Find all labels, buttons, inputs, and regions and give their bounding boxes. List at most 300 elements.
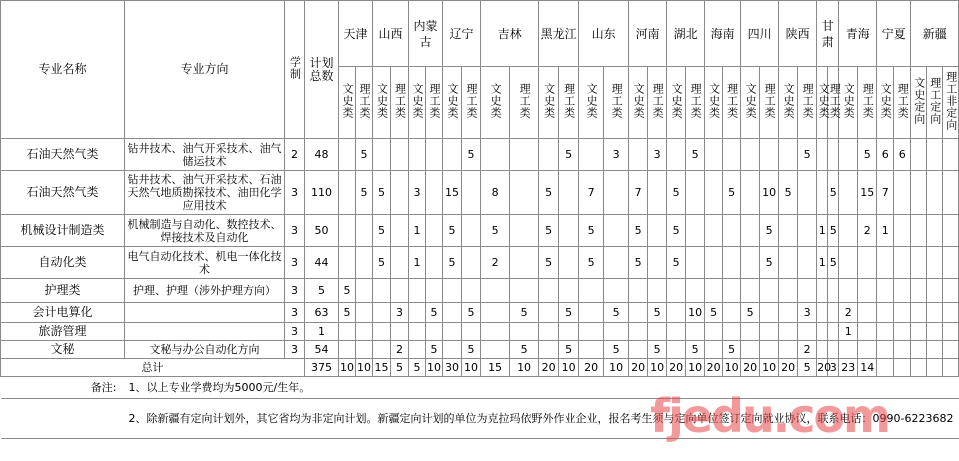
quota-cell: 5 [828,247,839,279]
quota-cell: 5 [462,303,481,323]
sub-header-text: 理工类 [896,83,910,119]
major-years: 3 [285,323,305,341]
sub-header-text: 文史类 [744,83,758,119]
province-header [339,1,373,67]
total-cell: 20 [779,359,798,377]
quota-cell: 5 [667,171,686,215]
quota-cell: 5 [539,171,559,215]
quota-cell: 5 [760,247,779,279]
province-name: 陕西 [785,26,810,41]
quota-cell: 5 [426,341,443,359]
quota-cell: 5 [828,171,839,215]
quota-cell [409,139,426,171]
quota-cell [828,303,839,323]
quota-cell [426,139,443,171]
province-name: 甘肃 [821,18,834,49]
quota-cell [539,323,559,341]
table-row [1,171,959,215]
quota-cell [426,279,443,303]
quota-cell [911,279,927,303]
sub-header-text: 理工类 [428,83,442,119]
quota-cell [539,341,559,359]
total-cell: 10 [686,359,705,377]
quota-cell [443,323,462,341]
quota-cell: 2 [839,303,858,323]
note-2: 2、除新疆有定向计划外，其它省均为非定向计划。新疆定向计划的单位为克拉玛依野外作业企业，报名考生须与定向单位签订定向就业协议，联系电话：0990-6223682 [125,399,959,439]
quota-cell [443,279,462,303]
quota-cell [559,171,579,215]
quota-cell: 5 [356,171,373,215]
quota-cell [559,215,579,247]
total-cell: 10 [462,359,481,377]
quota-cell: 7 [579,171,604,215]
quota-cell [723,139,741,171]
quota-cell: 5 [462,139,481,171]
table-row [1,139,959,171]
quota-cell [839,171,858,215]
quota-cell: 5 [723,341,741,359]
sub-header [779,67,798,139]
quota-cell: 3 [391,303,409,323]
header-direction: 专业方向 [125,1,285,139]
quota-cell [858,303,877,323]
quota-cell [723,279,741,303]
quota-cell: 5 [510,303,539,323]
quota-cell [911,341,927,359]
sub-header [443,67,462,139]
quota-cell [943,279,959,303]
quota-cell [877,247,894,279]
quota-cell [604,215,629,247]
province-header [443,1,481,67]
major-total: 44 [305,247,339,279]
total-cell: 10 [510,359,539,377]
sub-header-text: 理工类 [465,83,479,119]
quota-cell [894,323,911,341]
quota-cell [894,215,911,247]
total-cell [927,359,943,377]
quota-cell [339,215,356,247]
quota-cell: 10 [686,303,705,323]
quota-cell [409,279,426,303]
quota-cell [911,139,927,171]
quota-cell: 6 [894,139,911,171]
province-name: 黑龙江 [540,26,577,41]
quota-cell [604,323,629,341]
table-row [1,323,959,341]
quota-cell [877,341,894,359]
quota-cell: 5 [339,303,356,323]
quota-cell: 5 [723,171,741,215]
quota-cell [686,171,705,215]
quota-cell [760,323,779,341]
quota-cell: 5 [686,341,705,359]
quota-cell [426,247,443,279]
sub-header-text: 理工类 [828,83,842,119]
quota-cell [927,341,943,359]
sub-header [741,67,760,139]
header-total: 计划总数 [305,1,339,139]
total-cell: 15 [373,359,391,377]
quota-cell: 1 [817,215,828,247]
quota-cell: 7 [877,171,894,215]
total-cell: 14 [858,359,877,377]
quota-cell [927,323,943,341]
quota-cell: 15 [443,171,462,215]
notes-spacer [1,399,125,439]
quota-cell [373,279,391,303]
quota-cell [839,215,858,247]
major-direction: 钻井技术、油气开采技术、石油天然气地质勘探技术、油田化学应用技术 [125,171,285,215]
quota-cell: 1 [409,215,426,247]
quota-cell: 5 [798,139,817,171]
quota-cell [481,303,510,323]
quota-cell [705,341,723,359]
quota-cell [481,279,510,303]
quota-cell [339,323,356,341]
quota-cell [462,171,481,215]
sub-header-text: 理工类 [651,83,665,119]
major-total: 1 [305,323,339,341]
major-years: 3 [285,171,305,215]
major-total: 110 [305,171,339,215]
total-cell: 10 [723,359,741,377]
quota-cell [539,139,559,171]
grand-total: 375 [305,359,339,377]
quota-cell [779,215,798,247]
header-years [285,1,305,139]
quota-cell [510,171,539,215]
quota-cell [779,323,798,341]
quota-cell [462,247,481,279]
quota-cell [741,171,760,215]
quota-cell [798,247,817,279]
quota-cell [943,303,959,323]
sub-header [943,67,959,139]
sub-header-text: 文史类 [782,83,796,119]
quota-cell: 5 [559,139,579,171]
quota-cell [604,247,629,279]
quota-cell [686,247,705,279]
quota-cell [391,247,409,279]
sub-header-text: 理工定向 [928,77,942,125]
quota-cell: 2 [391,341,409,359]
sub-header-text: 文史类 [585,83,599,119]
quota-cell: 5 [667,215,686,247]
quota-cell: 5 [629,215,648,247]
quota-cell [559,279,579,303]
total-cell [877,359,894,377]
quota-cell [779,279,798,303]
sub-header [877,67,894,139]
quota-cell [648,215,667,247]
province-name: 青海 [845,26,870,41]
quota-cell [559,247,579,279]
sub-header-text: 文史类 [411,83,425,119]
sub-header-text: 理工类 [763,83,777,119]
quota-cell [858,247,877,279]
major-direction [125,323,285,341]
quota-cell [741,279,760,303]
sub-header [705,67,723,139]
quota-cell [667,341,686,359]
quota-cell [629,303,648,323]
quota-cell [877,303,894,323]
quota-cell [723,215,741,247]
major-direction: 电气自动化技术、机电一体化技术 [125,247,285,279]
quota-cell [686,215,705,247]
quota-cell [741,139,760,171]
total-cell: 20 [629,359,648,377]
quota-cell [828,323,839,341]
quota-cell [760,341,779,359]
quota-cell: 1 [817,247,828,279]
total-cell: 20 [741,359,760,377]
total-cell: 10 [356,359,373,377]
sub-header [894,67,911,139]
quota-cell [356,247,373,279]
sub-header-text: 文史类 [489,83,503,119]
major-direction: 文秘与办公自动化方向 [125,341,285,359]
quota-cell [356,279,373,303]
sub-header [539,67,559,139]
quota-cell: 7 [629,171,648,215]
quota-cell: 5 [443,247,462,279]
quota-cell [539,303,559,323]
quota-cell [741,341,760,359]
quota-cell [686,323,705,341]
sub-header-text: 文史类 [817,83,831,119]
quota-cell: 8 [481,171,510,215]
quota-cell [723,247,741,279]
quota-cell [339,341,356,359]
total-cell [911,359,927,377]
quota-cell [927,139,943,171]
quota-cell [839,139,858,171]
major-name: 文秘 [1,341,125,359]
quota-cell: 5 [339,279,356,303]
province-header [373,1,409,67]
quota-cell [798,171,817,215]
quota-cell [943,341,959,359]
sub-header-text: 理工类 [801,83,815,119]
quota-cell [356,341,373,359]
province-header [817,1,839,67]
quota-cell [629,323,648,341]
quota-cell [705,279,723,303]
major-total: 63 [305,303,339,323]
quota-cell [858,279,877,303]
major-direction: 钻井技术、油气开采技术、油气储运技术 [125,139,285,171]
quota-cell [648,323,667,341]
quota-cell [858,341,877,359]
quota-cell [877,279,894,303]
major-years: 3 [285,279,305,303]
quota-cell [579,139,604,171]
total-label: 总计 [1,359,305,377]
header-major: 专业名称 [1,1,125,139]
sub-header [760,67,779,139]
quota-cell [911,323,927,341]
quota-cell: 5 [559,341,579,359]
quota-cell [339,247,356,279]
major-name: 石油天然气类 [1,139,125,171]
quota-cell [409,341,426,359]
quota-cell [858,323,877,341]
quota-cell: 1 [839,323,858,341]
province-name: 吉林 [497,26,522,41]
sub-header [911,67,927,139]
sub-header-text: 理工类 [610,83,624,119]
sub-header-text: 文史类 [842,83,856,119]
quota-cell: 5 [779,171,798,215]
quota-cell [373,323,391,341]
sub-header-text: 理工类 [562,83,576,119]
province-name: 山东 [591,26,616,41]
quota-cell [779,139,798,171]
total-cell: 20 [579,359,604,377]
sub-header [723,67,741,139]
quota-cell: 5 [539,247,559,279]
quota-cell: 15 [858,171,877,215]
sub-header-text: 文史类 [707,83,721,119]
quota-cell [409,303,426,323]
sub-header-text: 文史类 [341,83,354,119]
table-row [1,279,959,303]
quota-cell [760,139,779,171]
quota-cell [705,323,723,341]
quota-cell [426,215,443,247]
quota-cell: 5 [373,215,391,247]
quota-cell [741,247,760,279]
quota-cell [943,139,959,171]
province-header [539,1,579,67]
quota-cell [391,139,409,171]
quota-cell [667,303,686,323]
quota-cell: 5 [481,215,510,247]
sub-header-text: 理工非定向 [944,71,958,131]
quota-cell [686,279,705,303]
quota-cell: 5 [828,215,839,247]
quota-cell: 5 [426,303,443,323]
sub-header-text: 理工类 [393,83,407,119]
quota-cell [629,139,648,171]
quota-cell: 3 [604,139,629,171]
quota-cell [443,303,462,323]
quota-cell [426,323,443,341]
sub-header-text: 理工类 [358,83,371,119]
total-cell: 20 [539,359,559,377]
quota-cell: 6 [877,139,894,171]
province-header [481,1,539,67]
quota-cell: 5 [629,247,648,279]
quota-cell [705,139,723,171]
quota-cell [481,139,510,171]
quota-cell [391,171,409,215]
quota-cell [817,303,828,323]
quota-cell: 5 [686,139,705,171]
sub-header [798,67,817,139]
quota-cell [510,247,539,279]
quota-cell [339,171,356,215]
major-name: 自动化类 [1,247,125,279]
quota-cell [817,341,828,359]
quota-cell: 5 [604,341,629,359]
province-header [839,1,877,67]
total-cell: 5 [798,359,817,377]
quota-cell [443,341,462,359]
quota-cell [911,303,927,323]
quota-cell [927,171,943,215]
total-cell: 10 [339,359,356,377]
major-direction: 机械制造与自动化、数控技术、焊接技术及自动化 [125,215,285,247]
quota-cell [510,323,539,341]
sub-header [828,67,842,139]
header-years-text: 学制 [288,56,302,80]
quota-cell [839,247,858,279]
quota-cell [356,323,373,341]
quota-cell [894,279,911,303]
total-cell: 15 [481,359,510,377]
sub-header-text: 理工类 [725,83,739,119]
quota-cell [481,323,510,341]
province-name: 湖北 [673,26,698,41]
province-header [667,1,705,67]
note-1: 1、以上专业学费均为5000元/生年。 [125,377,959,399]
quota-cell: 5 [373,247,391,279]
quota-cell [648,279,667,303]
province-header [741,1,779,67]
quota-cell [927,279,943,303]
sub-header-text: 文史类 [632,83,646,119]
quota-cell [723,323,741,341]
quota-cell [539,279,559,303]
sub-header-text: 理工类 [518,83,532,119]
quota-cell [579,323,604,341]
sub-header [927,67,943,139]
quota-cell [604,279,629,303]
major-years: 3 [285,303,305,323]
quota-cell: 5 [443,215,462,247]
quota-cell: 5 [356,139,373,171]
quota-cell: 5 [579,215,604,247]
quota-cell [604,171,629,215]
quota-cell [579,279,604,303]
sub-header [839,67,858,139]
major-years: 2 [285,139,305,171]
quota-cell [629,341,648,359]
major-name: 石油天然气类 [1,171,125,215]
major-years: 3 [285,341,305,359]
sub-header [409,67,426,139]
province-name: 天津 [343,26,368,41]
province-name: 新疆 [922,26,947,41]
quota-cell [741,323,760,341]
quota-cell [894,247,911,279]
quota-cell [828,341,839,359]
quota-cell [911,215,927,247]
table-row [1,247,959,279]
major-total: 50 [305,215,339,247]
quota-cell: 5 [667,247,686,279]
quota-cell: 1 [877,215,894,247]
quota-cell: 5 [760,215,779,247]
quota-cell [579,303,604,323]
sub-header [462,67,481,139]
quota-cell [877,323,894,341]
total-cell [943,359,959,377]
quota-cell: 5 [510,341,539,359]
